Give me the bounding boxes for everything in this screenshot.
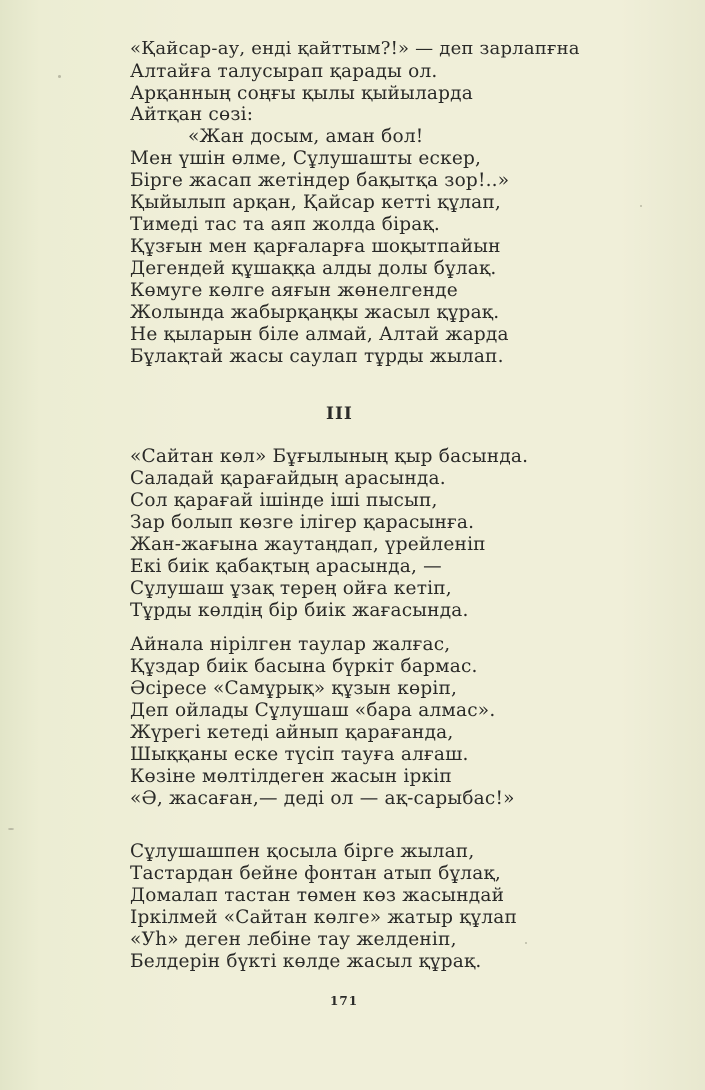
poem-line: Жан-жағына жаутаңдап, үрейленіп xyxy=(130,534,486,555)
poem-line: Сол қарағай ішінде іші пысып, xyxy=(130,490,438,511)
poem-line: Бұлақтай жасы саулап тұрды жылап. xyxy=(130,346,504,367)
poem-line: Тимеді тас та аяп жолда бірақ. xyxy=(130,214,440,235)
poem-line: Мен үшін өлме, Сұлушашты ескер, xyxy=(130,148,482,169)
poem-line: Саладай қарағайдың арасында. xyxy=(130,468,446,489)
poem-line: Тұрды көлдің бір биік жағасында. xyxy=(130,600,469,621)
poem-line: Екі биік қабақтың арасында, — xyxy=(130,556,442,577)
poem-line: Құзғын мен қарғаларға шоқытпайын xyxy=(130,236,501,257)
poem-line: Арқанның соңғы қылы қыйыларда xyxy=(130,83,473,104)
poem-line: Көзіне мөлтілдеген жасын іркіп xyxy=(130,766,452,787)
poem-line: Белдерін бүкті көлде жасыл құрақ. xyxy=(130,951,482,972)
poem-line: Зар болып көзге ілігер қарасынға. xyxy=(130,512,475,533)
scan-speck xyxy=(8,828,14,830)
poem-line: Домалап тастан төмен көз жасындай xyxy=(130,885,505,906)
poem-line: «Жан досым, аман бол! xyxy=(188,126,424,147)
poem-line: Айтқан сөзі: xyxy=(130,104,254,125)
poem-line: «Қайсар-ау, енді қайттым?!» — деп зарлапғна xyxy=(130,38,580,59)
poem-line: Айнала нірілген таулар жалғас, xyxy=(130,634,451,655)
poem-line: Іркілмей «Сайтан көлге» жатыр құлап xyxy=(130,907,518,928)
scan-speck xyxy=(58,75,61,78)
page-number: 171 xyxy=(330,994,359,1008)
poem-line: Жолында жабырқаңқы жасыл құрақ. xyxy=(130,302,500,323)
poem-line: Алтайға талусырап қарады ол. xyxy=(130,61,438,82)
scan-speck xyxy=(640,205,642,207)
poem-line: Көмуге көлге аяғын жөнелгенде xyxy=(130,280,458,301)
poem-line: «Ә, жасаған,— деді ол — ақ-сарыбас!» xyxy=(130,788,515,809)
poem-line: Шыққаны еске түсіп тауға алғаш. xyxy=(130,744,469,765)
poem-line: Дегендей құшаққа алды долы бұлақ. xyxy=(130,258,497,279)
poem-line: Тастардан бейне фонтан атып бұлақ, xyxy=(130,863,501,884)
poem-line: Сұлушашпен қосыла бірге жылап, xyxy=(130,841,475,862)
poem-line: Әсіресе «Самұрық» құзын көріп, xyxy=(130,678,458,699)
poem-line: Деп ойлады Сұлушаш «бара алмас». xyxy=(130,700,496,721)
poem-line: «Сайтан көл» Бұғылының қыр басында. xyxy=(130,446,529,467)
poem-line: «Уһ» деген лебіне тау желденіп, xyxy=(130,929,457,950)
poem-line: Құздар биік басына бүркіт бармас. xyxy=(130,656,478,677)
poem-line: Сұлушаш ұзақ терең ойға кетіп, xyxy=(130,578,452,599)
section-number: III xyxy=(326,404,353,424)
poem-line: Не қыларын біле алмай, Алтай жарда xyxy=(130,324,509,345)
poem-line: Қыйылып арқан, Қайсар кетті құлап, xyxy=(130,192,502,213)
scan-speck xyxy=(525,942,527,944)
poem-line: Бірге жасап жетіндер бақытқа зор!..» xyxy=(130,170,510,191)
poem-line: Жүрегі кетеді айнып қарағанда, xyxy=(130,722,454,743)
